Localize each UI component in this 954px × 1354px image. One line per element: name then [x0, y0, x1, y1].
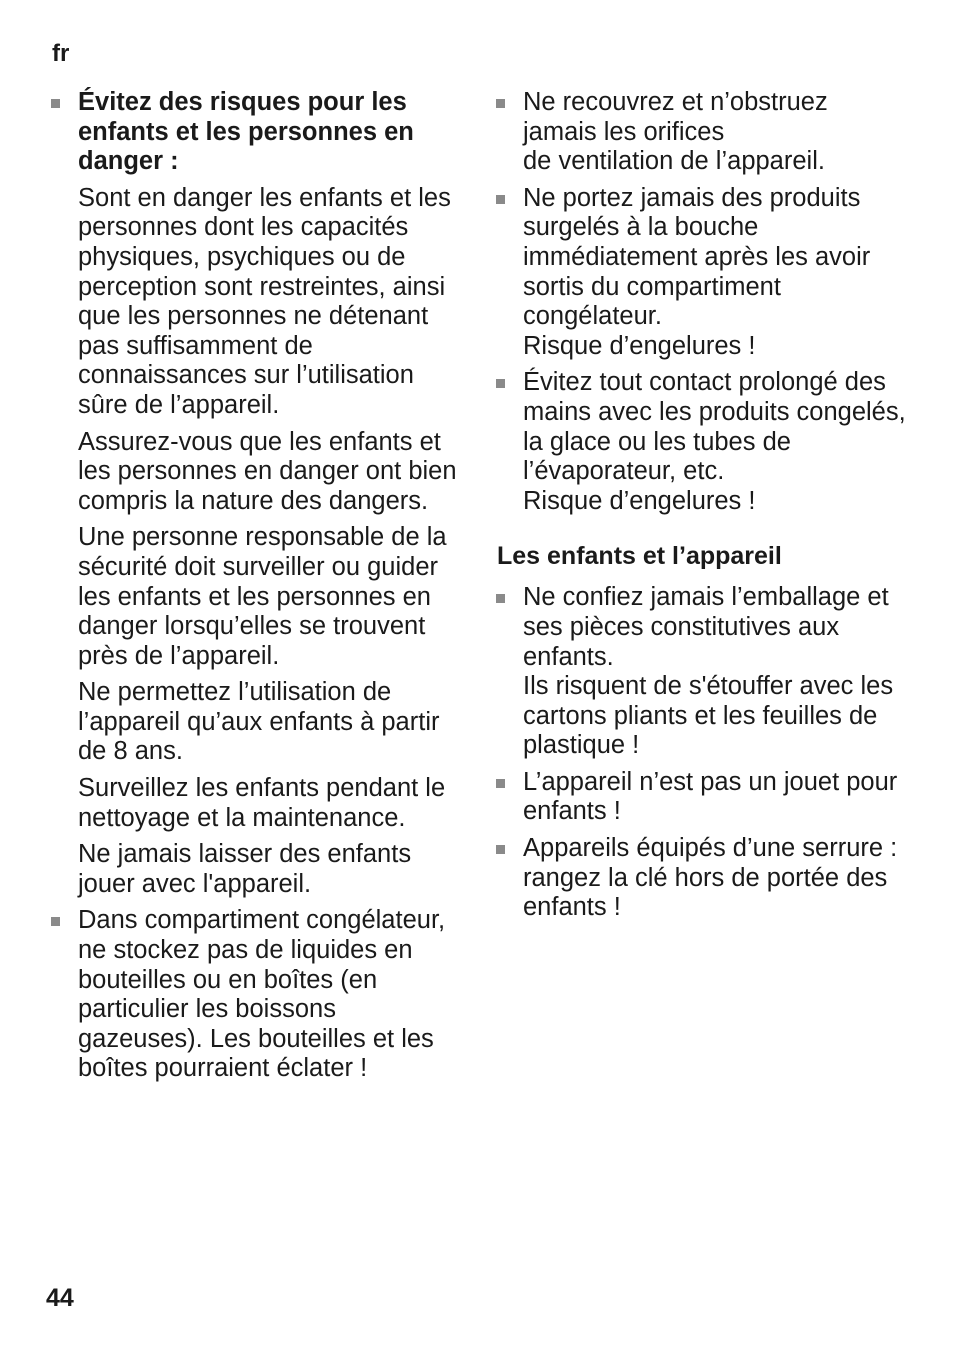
heading-line: enfants et les personnes en [78, 117, 414, 146]
list-item-lock [493, 834, 908, 923]
left-column [48, 88, 458, 1091]
square-bullet-icon [496, 195, 505, 204]
list-item-prolonged-contact [493, 368, 908, 516]
list-item-packaging [493, 583, 908, 761]
paragraph: Ne confiez jamais l’emballage et ses pièces constitutives aux enfants. [523, 583, 889, 671]
square-bullet-icon [496, 779, 505, 788]
paragraph: Surveillez les enfants pendant le nettoyage et la maintenance. [78, 774, 446, 832]
paragraph: Ne jamais laisser des enfants jouer avec l'appareil. [78, 840, 412, 898]
section-heading: Les enfants et l’appareil [497, 542, 782, 571]
paragraph: Appareils équipés d’une serrure : [523, 834, 898, 863]
list-item-frozen-food-mouth [493, 184, 908, 362]
square-bullet-icon [51, 917, 60, 926]
warning-text: Risque d’engelures ! [523, 331, 756, 360]
square-bullet-icon [496, 379, 505, 388]
list-item-freezer-bottles [48, 906, 458, 1084]
list-item-ventilation [493, 88, 908, 177]
paragraph: Ne permettez l’utilisation de l’appareil qu’aux enfants à partir de 8 ans. [78, 678, 440, 766]
paragraph: Dans compartiment congélateur, ne stockez pas de liquides en bouteilles ou en boîtes (en particulier les boissons gazeuses). Les bouteilles et les boîtes pourraient éclater ! [78, 906, 446, 1083]
detail-text: rangez la clé hors de portée des enfants ! [523, 863, 888, 922]
square-bullet-icon [496, 594, 505, 603]
detail-text: Ils risquent de s'étouffer avec les cartons pliants et les feuilles de plastique ! [523, 672, 894, 760]
paragraph [523, 88, 908, 177]
paragraph: Évitez tout contact prolongé des mains avec les produits congelés, la glace ou les tubes de l’évaporateur, etc. [523, 368, 906, 486]
language-label: fr [52, 40, 70, 67]
heading-line: danger : [78, 147, 179, 176]
item-heading [78, 88, 458, 177]
square-bullet-icon [496, 845, 505, 854]
square-bullet-icon [496, 99, 505, 108]
text-line: de ventilation de l’appareil. [523, 147, 825, 176]
heading-line: Évitez des risques pour les [78, 88, 407, 116]
right-column [493, 88, 908, 930]
paragraph: Assurez-vous que les enfants et les personnes en danger ont bien compris la nature des dangers. [78, 427, 457, 515]
warning-text: Risque d’engelures ! [523, 486, 756, 515]
paragraph: Ne portez jamais des produits surgelés à la bouche immédiatement après les avoir sortis du compartiment congélateur. [523, 183, 871, 331]
paragraph: Une personne responsable de la sécurité doit surveiller ou guider les enfants et les personnes en danger lorsqu’elles se trouvent près de l’appareil. [78, 523, 447, 670]
text-line: Ne recouvrez et n’obstruez [523, 88, 828, 116]
page-number: 44 [46, 1284, 74, 1312]
square-bullet-icon [51, 99, 60, 108]
list-item-child-risk [48, 88, 458, 899]
paragraph: L’appareil n’est pas un jouet pour enfants ! [523, 767, 898, 826]
text-line: jamais les orifices [523, 117, 725, 146]
paragraph: Sont en danger les enfants et les personnes dont les capacités physiques, psychiques ou de perception sont restreintes, ainsi que les personnes ne détenant pas suffisamment de connaissances sur l’utilisation sûre de l’appareil. [78, 183, 451, 419]
list-item-not-a-toy [493, 768, 908, 827]
